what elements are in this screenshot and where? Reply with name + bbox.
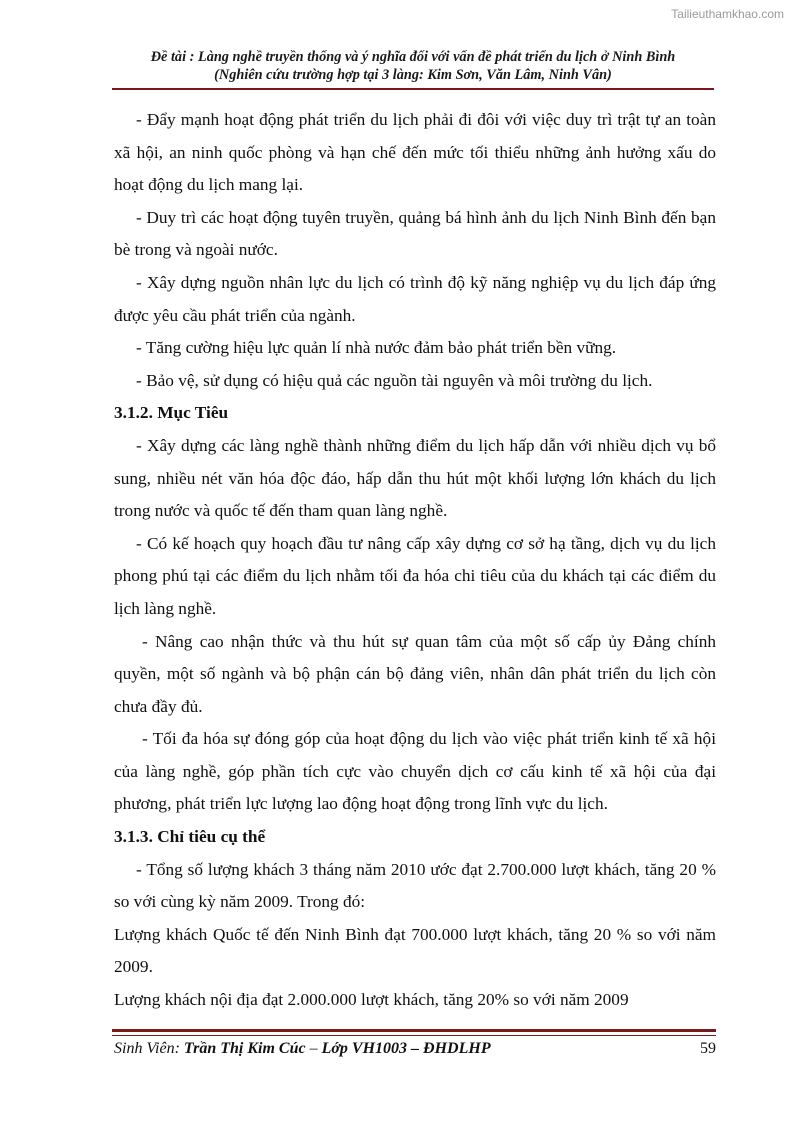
paragraph: - Duy trì các hoạt động tuyên truyền, quảng bá hình ảnh du lịch Ninh Bình đến bạn bè trong và ngoài nước.: [114, 207, 716, 260]
paragraph: - Xây dựng các làng nghề thành những điểm du lịch hấp dẫn với nhiều dịch vụ bổ sung, nhiều nét văn hóa độc đáo, hấp dẫn thu hút một khối lượng lớn khách du lịch trong nước và quốc tế đến tham quan làng nghề.: [114, 435, 716, 521]
paragraph: - Tăng cường hiệu lực quản lí nhà nước đảm bảo phát triển bền vững.: [136, 338, 617, 358]
student-name: Trần Thị Kim Cúc: [183, 1040, 306, 1057]
header-title: Đề tài : Làng nghề truyền thống và ý nghĩa đối với vấn đề phát triển du lịch ở Ninh Bình: [150, 49, 676, 65]
header-divider: [112, 88, 714, 90]
paragraph: - Nâng cao nhận thức và thu hút sự quan tâm của một số cấp ủy Đảng chính quyền, một số ngành và bộ phận cán bộ đảng viên, nhân dân phát triển du lịch còn chưa đầy đủ.: [114, 631, 716, 716]
paragraph: - Đẩy mạnh hoạt động phát triển du lịch phải đi đôi với việc duy trì trật tự an toàn xã hội, an ninh quốc phòng và hạn chế đến mức tối thiểu những ảnh hưởng xấu do hoạt động du lịch mang lại.: [114, 110, 716, 195]
footer-label: Sinh Viên:: [114, 1040, 184, 1057]
footer-divider-thin: [112, 1035, 716, 1036]
page-number: 59: [700, 1040, 716, 1057]
section-heading: 3.1.2. Mục Tiêu: [114, 403, 229, 423]
document-body: [114, 104, 716, 1017]
paragraph: - Bảo vệ, sử dụng có hiệu quả các nguồn tài nguyên và môi trường du lịch.: [136, 370, 653, 390]
page-header: [112, 48, 714, 84]
page-footer: [114, 1039, 716, 1059]
footer-divider: [112, 1029, 716, 1032]
paragraph: - Có kế hoạch quy hoạch đầu tư nâng cấp xây dựng cơ sở hạ tầng, dịch vụ du lịch phong phú tại các điểm du lịch nhằm tối đa hóa chi tiêu của du khách tại các điểm du lịch làng nghề.: [114, 533, 716, 618]
paragraph: - Xây dựng nguồn nhân lực du lịch có trình độ kỹ năng nghiệp vụ du lịch đáp ứng được yêu cầu phát triển của ngành.: [114, 272, 716, 325]
paragraph: - Tổng số lượng khách 3 tháng năm 2010 ước đạt 2.700.000 lượt khách, tăng 20 % so với cùng kỳ năm 2009. Trong đó:: [114, 859, 716, 912]
paragraph: Lượng khách nội địa đạt 2.000.000 lượt khách, tăng 20% so với năm 2009: [114, 990, 629, 1010]
footer-separator: –: [305, 1040, 322, 1057]
section-heading: 3.1.3. Chỉ tiêu cụ thể: [114, 827, 266, 847]
paragraph: Lượng khách Quốc tế đến Ninh Bình đạt 700.000 lượt khách, tăng 20 % so với năm 2009.: [114, 924, 716, 977]
header-subtitle: (Nghiên cứu trường hợp tại 3 làng: Kim Sơn, Văn Lâm, Ninh Vân): [214, 67, 612, 83]
watermark: Tailieuthamkhao.com: [671, 7, 784, 21]
paragraph: - Tối đa hóa sự đóng góp của hoạt động du lịch vào việc phát triển kinh tế xã hội của làng nghề, góp phần tích cực vào chuyển dịch cơ cấu kinh tế xã hội của đại phương, phát triển lực lượng lao động hoạt động trong lĩnh vực du lịch.: [114, 729, 716, 814]
class-name: Lớp VH1003 – ĐHDLHP: [321, 1040, 491, 1057]
